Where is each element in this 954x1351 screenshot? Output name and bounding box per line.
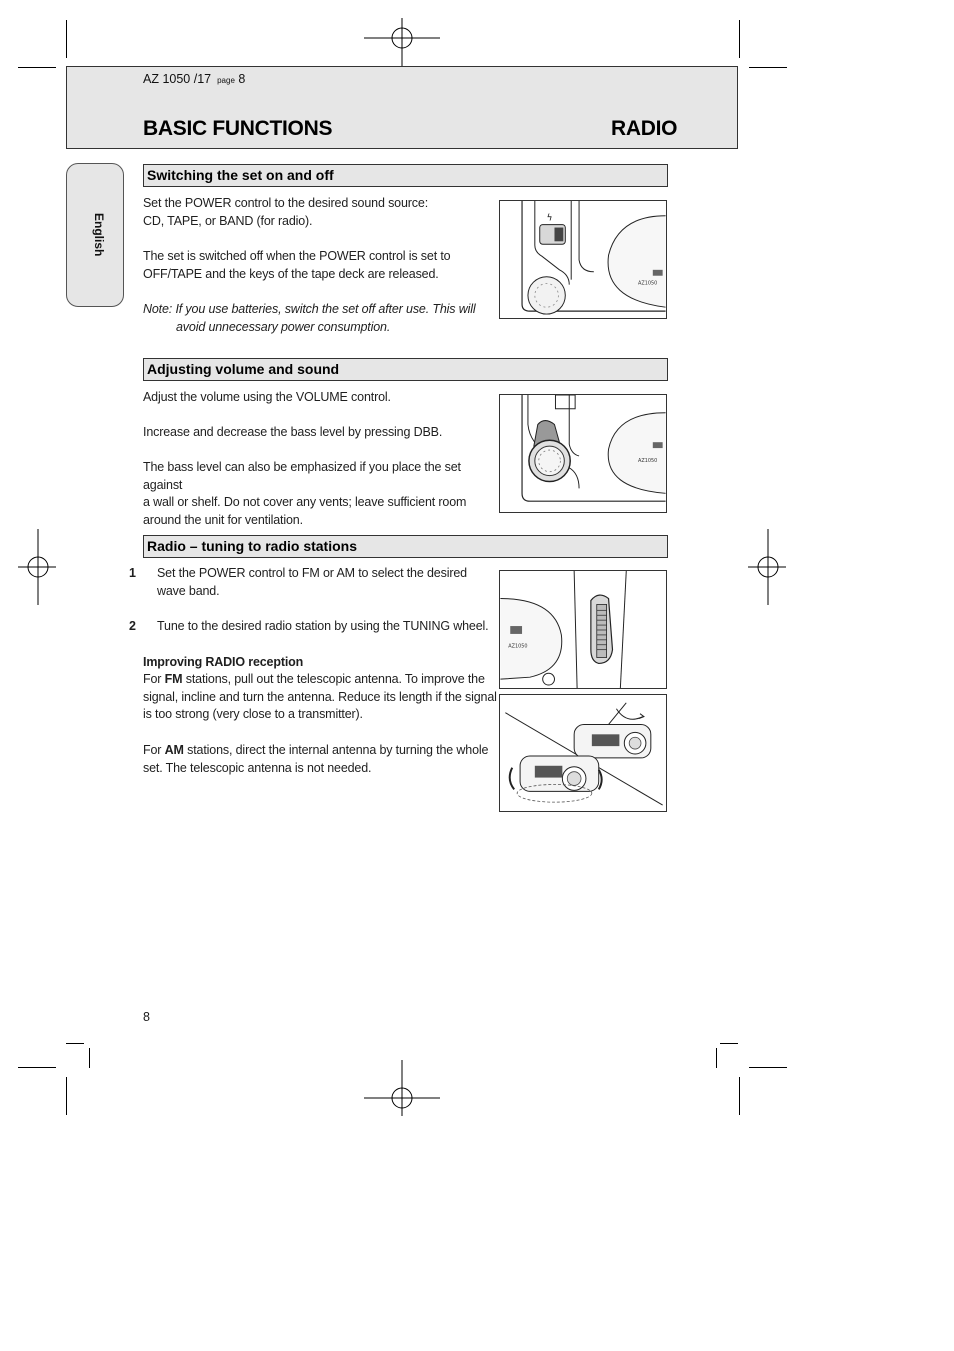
crop-mark bbox=[18, 1067, 56, 1068]
boombox-lower bbox=[510, 756, 602, 802]
crop-mark bbox=[18, 67, 56, 68]
text-line: Tune to the desired radio station by using the TUNING wheel. bbox=[157, 619, 489, 633]
power-switch-drawing bbox=[500, 201, 666, 318]
crop-mark bbox=[89, 1048, 90, 1068]
device-label: AZ1050 bbox=[638, 280, 658, 287]
text-line: around the unit for ventilation. bbox=[143, 512, 303, 527]
page-title: BASIC FUNCTIONS bbox=[143, 117, 333, 140]
page-number: 8 bbox=[143, 1010, 150, 1024]
power-switch-illustration bbox=[499, 200, 667, 319]
text-line: avoid unnecessary power consumption. bbox=[176, 319, 391, 334]
am-paragraph bbox=[143, 742, 503, 777]
text-line: stations, direct the internal antenna by turning the whole bbox=[187, 743, 489, 757]
antenna-illustration bbox=[499, 694, 667, 812]
crop-mark bbox=[720, 1043, 738, 1044]
crop-mark bbox=[739, 1077, 740, 1115]
fm-paragraph bbox=[143, 671, 503, 724]
crop-mark bbox=[66, 1043, 84, 1044]
volume-control-drawing bbox=[500, 395, 666, 512]
radio-step-2 bbox=[129, 618, 517, 636]
page-word: page bbox=[217, 76, 235, 85]
tuning-wheel-drawing bbox=[500, 571, 666, 688]
volume-paragraph-1: Adjust the volume using the VOLUME control. bbox=[143, 390, 391, 404]
step-number: 2 bbox=[129, 619, 136, 633]
svg-text:ϟ: ϟ bbox=[546, 213, 553, 224]
registration-mark bbox=[730, 529, 806, 605]
antenna-drawing bbox=[500, 695, 666, 811]
text-line: a wall or shelf. Do not cover any vents; leave sufficient room bbox=[143, 495, 467, 510]
volume-control-illustration bbox=[499, 394, 667, 513]
header-page-num: 8 bbox=[238, 72, 246, 86]
crop-mark bbox=[749, 1067, 787, 1068]
section-heading-volume: Adjusting volume and sound bbox=[143, 358, 668, 381]
text-line: is too strong (very close to a transmitter). bbox=[143, 707, 363, 722]
text-line: OFF/TAPE and the keys of the tape deck are released. bbox=[143, 266, 439, 281]
model-line bbox=[143, 72, 245, 86]
registration-mark bbox=[364, 0, 440, 76]
text-line: CD, TAPE, or BAND (for radio). bbox=[143, 213, 313, 228]
text-line: wave band. bbox=[157, 583, 220, 598]
radio-step-1 bbox=[129, 565, 512, 600]
text-line: For bbox=[143, 672, 162, 686]
step-number: 1 bbox=[129, 566, 136, 580]
band-fm: FM bbox=[164, 672, 183, 686]
text-line: For bbox=[143, 743, 162, 757]
boombox-upper bbox=[574, 703, 651, 758]
volume-paragraph-2: Increase and decrease the bass level by pressing DBB. bbox=[143, 425, 443, 439]
registration-mark bbox=[364, 1060, 440, 1136]
text-line: Set the POWER control to the desired sound source: bbox=[143, 196, 429, 210]
text-line: set. The telescopic antenna is not needed. bbox=[143, 760, 372, 775]
text-line: Note: If you use batteries, switch the set off after use. This will bbox=[143, 302, 476, 316]
language-tab-label: English bbox=[92, 213, 106, 257]
section-heading-power: Switching the set on and off bbox=[143, 164, 668, 187]
reception-subheading: Improving RADIO reception bbox=[143, 655, 304, 669]
registration-mark bbox=[0, 529, 76, 605]
text-line: signal, incline and turn the antenna. Reduce its length if the signal bbox=[143, 689, 497, 704]
crop-mark bbox=[716, 1048, 717, 1068]
model-number: AZ 1050 /17 bbox=[143, 72, 212, 86]
power-paragraph-2 bbox=[143, 248, 498, 283]
text-line: Set the POWER control to FM or AM to select the desired bbox=[157, 566, 467, 580]
section-title: RADIO bbox=[611, 117, 678, 140]
device-label: AZ1050 bbox=[638, 457, 658, 464]
power-paragraph-1 bbox=[143, 195, 498, 230]
crop-mark bbox=[66, 20, 67, 58]
crop-mark bbox=[739, 20, 740, 58]
power-note bbox=[143, 301, 503, 336]
tuning-wheel-illustration bbox=[499, 570, 667, 689]
crop-mark bbox=[66, 1077, 67, 1115]
text-line: The bass level can also be emphasized if you place the set against bbox=[143, 460, 461, 492]
section-heading-radio: Radio – tuning to radio stations bbox=[143, 535, 668, 558]
crop-mark bbox=[749, 67, 787, 68]
text-line: stations, pull out the telescopic antenna. To improve the bbox=[185, 672, 485, 686]
text-line: The set is switched off when the POWER control is set to bbox=[143, 249, 451, 263]
device-label: AZ1050 bbox=[508, 643, 528, 650]
volume-paragraph-3 bbox=[143, 459, 503, 529]
band-am: AM bbox=[164, 743, 184, 757]
